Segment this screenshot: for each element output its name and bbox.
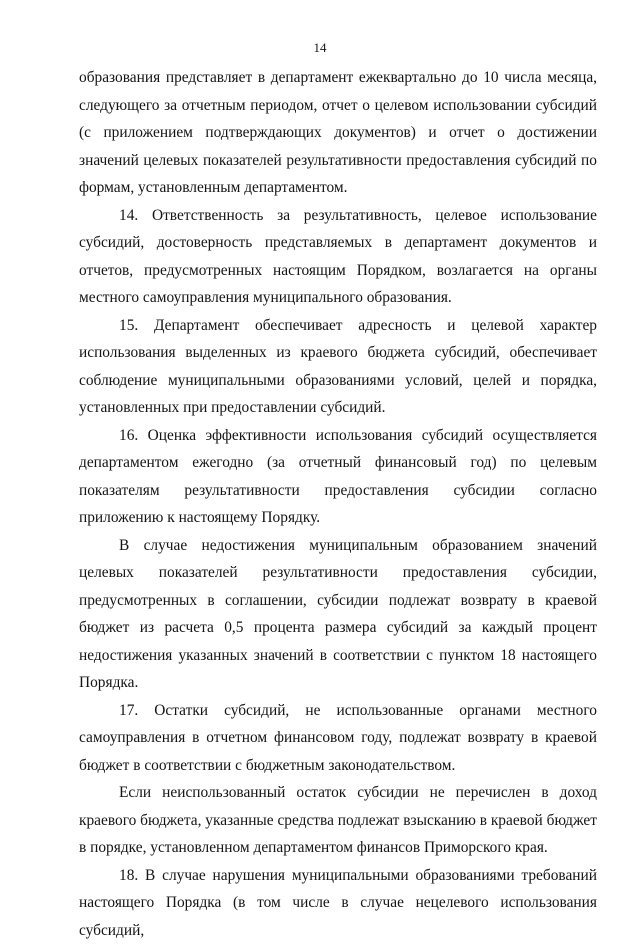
page-number: 14 [0,40,640,56]
document-body [79,64,597,944]
paragraph-17-recovery: Если неиспользованный остаток субсидии не перечислен в доход краевого бюджета, указанные средства подлежат взысканию в краевой бюджет в порядке, установленном департаментом финансов Приморского края. [79,779,597,862]
paragraph-14: 14. Ответственность за результативность, целевое использование субсидий, достоверность представляемых в департамент документов и отчетов, предусмотренных настоящим Порядком, возлагается на органы местного самоуправления муниципального образования. [79,202,597,312]
paragraph-16-refund: В случае недостижения муниципальным образованием значений целевых показателей результативности предоставления субсидии, предусмотренных в соглашении, субсидии подлежат возврату в краевой бюджет из расчета 0,5 процента размера субсидий за каждый процент недостижения указанных значений в соответствии с пунктом 18 настоящего Порядка. [79,532,597,697]
paragraph-continuation: образования представляет в департамент ежеквартально до 10 числа месяца, следующего за отчетным периодом, отчет о целевом использовании субсидий (с приложением подтверждающих документов) и отчет о достижении значений целевых показателей результативности предоставления субсидий по формам, установленным департаментом. [79,64,597,202]
paragraph-18: 18. В случае нарушения муниципальными образованиями требований настоящего Порядка (в том числе в случае нецелевого использования субсидий, [79,862,597,944]
paragraph-15: 15. Департамент обеспечивает адресность и целевой характер использования выделенных из краевого бюджета субсидий, обеспечивает соблюдение муниципальными образованиями условий, целей и порядка, установленных при предоставлении субсидий. [79,312,597,422]
paragraph-17: 17. Остатки субсидий, не использованные органами местного самоуправления в отчетном финансовом году, подлежат возврату в краевой бюджет в соответствии с бюджетным законодательством. [79,697,597,780]
paragraph-16: 16. Оценка эффективности использования субсидий осуществляется департаментом ежегодно (за отчетный финансовый год) по целевым показателям результативности предоставления субсидии согласно приложению к настоящему Порядку. [79,422,597,532]
